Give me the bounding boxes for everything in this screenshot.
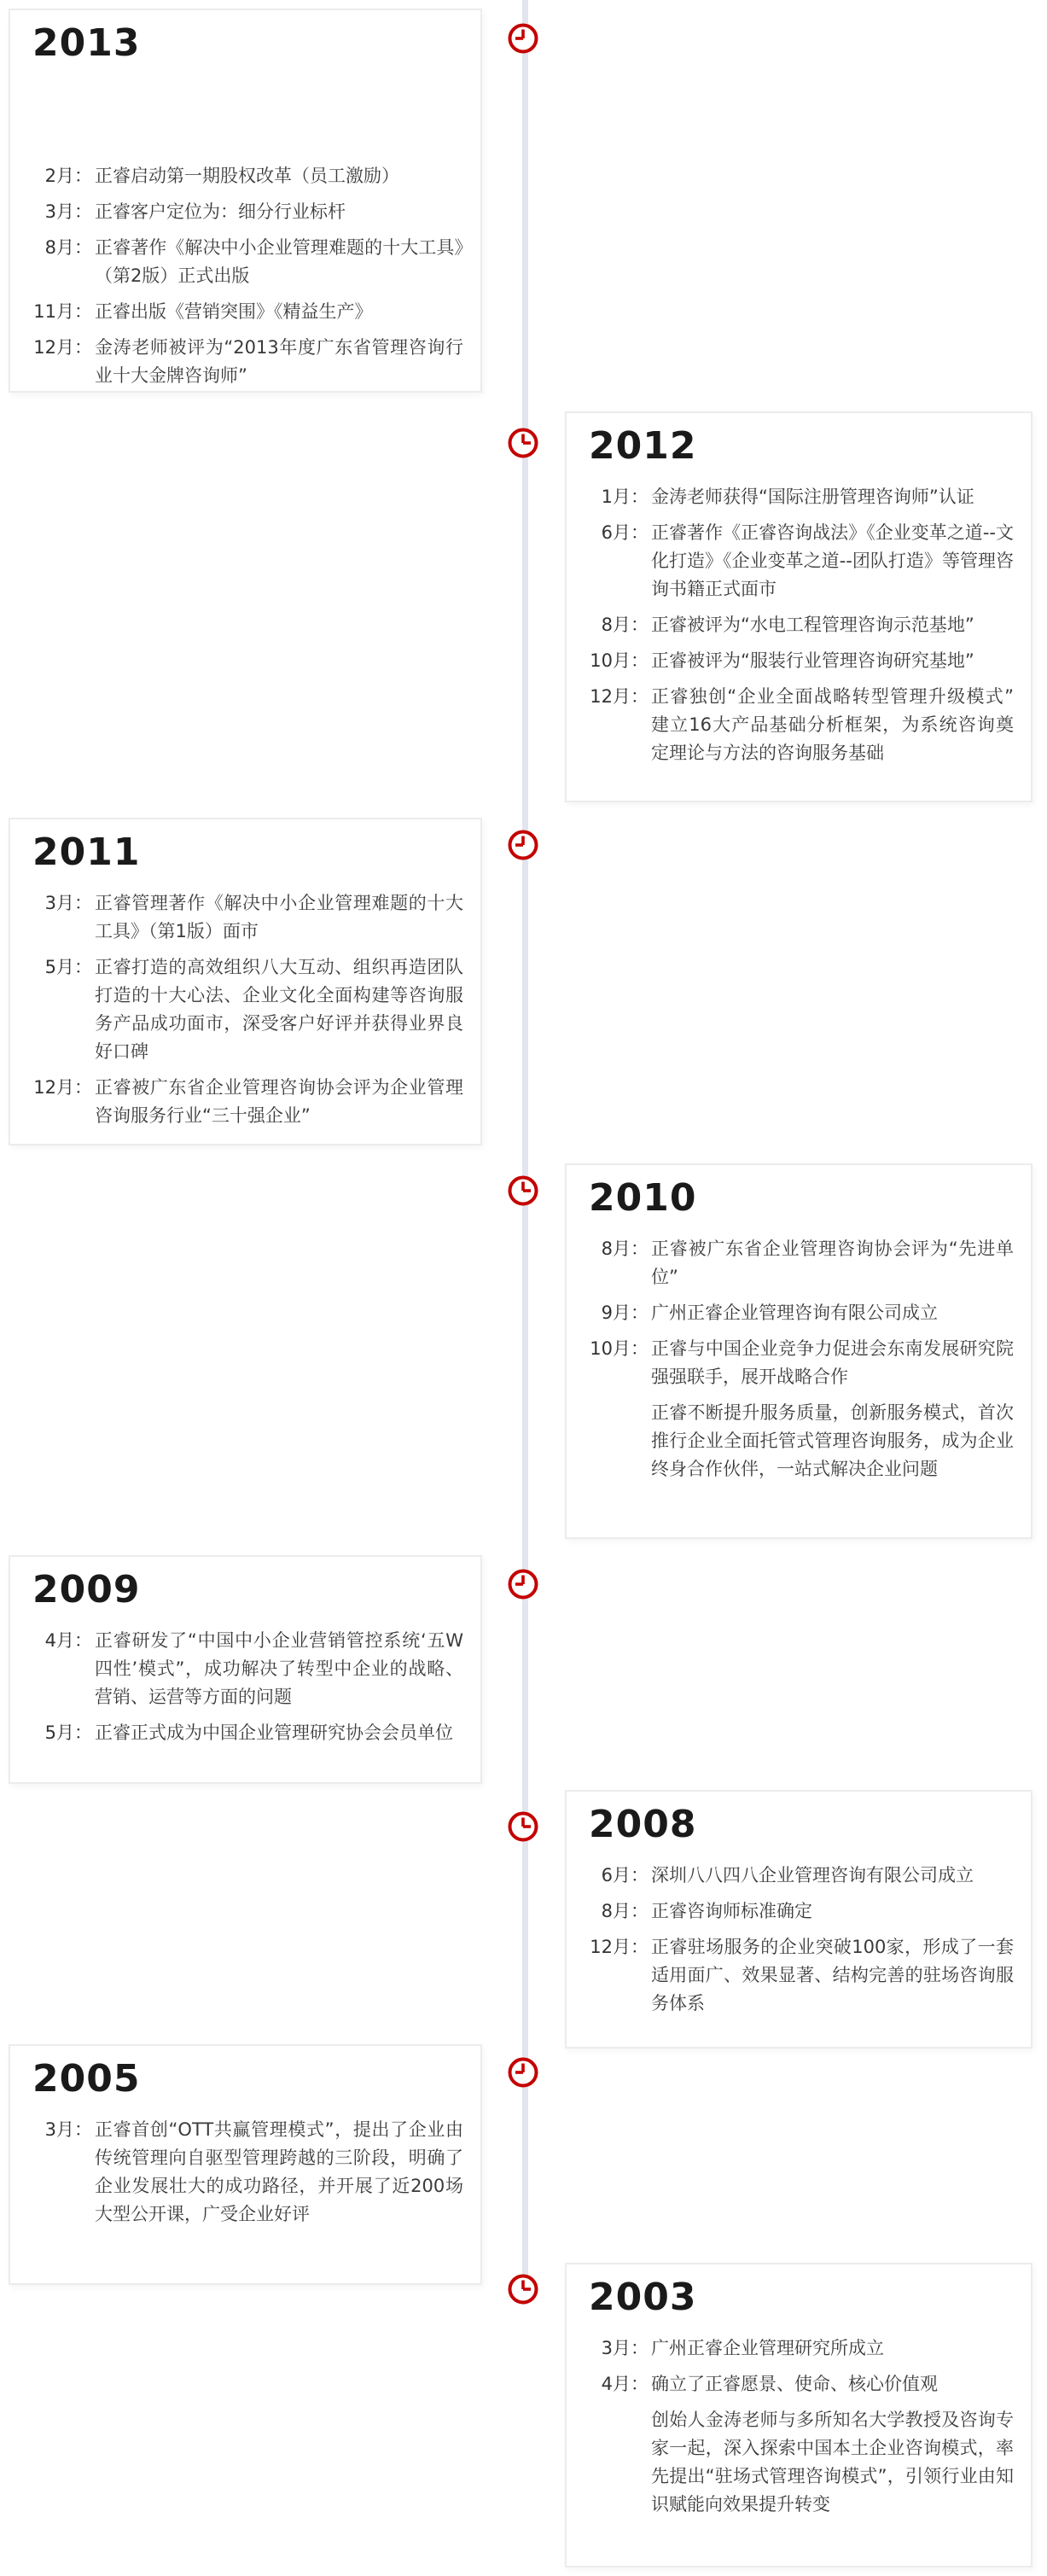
year-label: 2012 [589,424,697,468]
item-month: 8月： [601,614,649,635]
year-label: 2013 [32,21,141,65]
clock-icon-2010 [507,1174,539,1207]
timeline-item [27,2116,463,2229]
item-month: 5月： [44,956,92,977]
item-month: 12月： [590,685,649,707]
timeline-item [584,1235,1014,1291]
item-text: 正睿客户定位为：细分行业标杆 [95,201,346,222]
timeline-item [27,1719,463,1747]
timeline-item [27,889,463,946]
timeline-item [584,1933,1014,2018]
year-label: 2010 [589,1176,697,1220]
item-month: 3月： [601,2337,649,2358]
item-month: 4月： [44,1629,92,1651]
item-text: 正睿管理著作《解决中小企业管理难题的十大工具》（第1版）面市 [95,892,463,941]
item-text: 正睿正式成为中国企业管理研究协会会员单位 [95,1722,453,1743]
clock-icon-2011 [507,829,539,861]
item-month [584,1399,649,1483]
timeline-item [584,647,1014,675]
timeline-item [27,162,463,190]
year-items [567,472,1031,783]
item-text: 正睿咨询师标准确定 [651,1900,812,1921]
item-month: 8月： [601,1238,649,1259]
year-label: 2009 [32,1568,141,1611]
timeline-item [27,198,463,226]
year-items [567,1224,1031,1499]
timeline-item [584,2406,1014,2519]
clock-icon-2012 [507,427,539,459]
timeline-item [584,1862,1014,1890]
timeline-card-2008 [565,1790,1032,2049]
timeline-item [584,1399,1014,1483]
item-text: 正睿不断提升服务质量，创新服务模式，首次推行企业全面托管式管理咨询服务，成为企业终身合作伙伴，一站式解决企业问题 [651,1402,1014,1479]
item-text: 正睿独创“企业全面战略转型管理升级模式” 建立16大产品基础分析框架，为系统咨询奠定理论与方法的咨询服务基础 [651,685,1014,763]
timeline-item [584,611,1014,639]
item-text: 正睿打造的高效组织八大互动、组织再造团队打造的十大心法、企业文化全面构建等咨询服务产品成功面市，深受客户好评并获得业界良好口碑 [95,956,463,1062]
timeline-item [584,483,1014,511]
item-month: 12月： [33,1076,92,1098]
timeline-item [27,334,463,390]
item-month: 6月： [601,522,649,543]
clock-icon-2003 [507,2273,539,2305]
item-text: 广州正睿企业管理研究所成立 [651,2337,884,2358]
timeline-card-2011 [9,818,482,1145]
item-text: 创始人金涛老师与多所知名大学教授及咨询专家一起，深入探索中国本土企业咨询模式，率先提出“驻场式管理咨询模式”，引领行业由知识赋能向效果提升转变 [651,2409,1014,2515]
timeline-card-2010 [565,1163,1032,1539]
timeline-card-2013 [9,9,482,393]
item-text: 确立了正睿愿景、使命、核心价值观 [651,2373,938,2394]
timeline-item [27,1074,463,1130]
item-text: 正睿出版《营销突围》《精益生产》 [95,300,373,322]
year-label: 2005 [32,2057,141,2101]
timeline-item [584,2370,1014,2398]
item-month: 5月： [44,1722,92,1743]
timeline-item [584,2334,1014,2363]
year-label: 2003 [589,2276,697,2319]
item-text: 正睿被评为“服装行业管理咨询研究基地” [651,650,974,671]
item-text: 正睿首创“OTT共赢管理模式”，提出了企业由传统管理向自驱型管理跨越的三阶段，明确了企业发展壮大的成功路径，并开展了近200场大型公开课，广受企业好评 [95,2118,463,2224]
year-items [567,1850,1031,2033]
clock-icon-2008 [507,1810,539,1843]
item-month: 12月： [590,1936,649,1957]
item-text: 深圳八八四八企业管理咨询有限公司成立 [651,1864,974,1885]
timeline-item [584,1897,1014,1926]
item-month: 11月： [33,300,92,322]
item-text: 正睿与中国企业竞争力促进会东南发展研究院强强联手，展开战略合作 [651,1338,1014,1387]
item-month: 4月： [601,2373,649,2394]
timeline-item [584,683,1014,767]
item-month: 6月： [601,1864,649,1885]
item-month: 10月： [590,1338,649,1359]
timeline-item [584,519,1014,603]
timeline-card-2003 [565,2263,1032,2567]
year-items [10,1616,480,1763]
item-text: 正睿被广东省企业管理咨询协会评为“先进单位” [651,1238,1014,1287]
item-month: 12月： [33,336,92,358]
timeline-item [584,1299,1014,1327]
timeline-card-2005 [9,2044,482,2285]
item-month: 8月： [44,236,92,258]
clock-icon-2005 [507,2056,539,2089]
item-month: 8月： [601,1900,649,1921]
item-text: 正睿著作《正睿咨询战法》《企业变革之道--文化打造》《企业变革之道--团队打造》等管理咨询书籍正式面市 [651,522,1014,599]
year-items [10,2105,480,2244]
item-text: 正睿被评为“水电工程管理咨询示范基地” [651,614,974,635]
year-label: 2011 [32,830,141,874]
item-text: 金涛老师被评为“2013年度广东省管理咨询行业十大金牌咨询师” [95,336,463,386]
year-items [10,151,480,393]
timeline-card-2012 [565,411,1032,802]
timeline-axis [522,0,528,2305]
timeline-card-2009 [9,1555,482,1784]
year-label: 2008 [589,1803,697,1846]
clock-icon-2009 [507,1568,539,1600]
item-month: 1月： [601,486,649,507]
timeline-item [27,1627,463,1711]
item-month: 3月： [44,201,92,222]
year-items [567,2323,1031,2534]
item-text: 正睿被广东省企业管理咨询协会评为企业管理咨询服务行业“三十强企业” [95,1076,463,1126]
item-text: 金涛老师获得“国际注册管理咨询师”认证 [651,486,974,507]
item-month: 3月： [44,892,92,913]
item-month: 2月： [44,165,92,186]
item-text: 正睿著作《解决中小企业管理难题的十大工具》（第2版）正式出版 [95,236,463,286]
item-text: 正睿启动第一期股权改革（员工激励） [95,165,399,186]
year-items [10,878,480,1145]
item-month: 9月： [601,1302,649,1323]
timeline-item [27,234,463,290]
item-month: 10月： [590,650,649,671]
item-text: 正睿研发了“中国中小企业营销管控系统‘五W四性’模式”，成功解决了转型中企业的战略、营销、运营等方面的问题 [95,1629,463,1707]
item-month: 3月： [44,2118,92,2140]
timeline-item [27,298,463,326]
item-month [584,2406,649,2519]
clock-icon-2013 [507,22,539,55]
timeline-item [584,1335,1014,1391]
item-text: 正睿驻场服务的企业突破100家，形成了一套适用面广、效果显著、结构完善的驻场咨询服务体系 [651,1936,1014,2014]
timeline-item [27,953,463,1066]
item-text: 广州正睿企业管理咨询有限公司成立 [651,1302,938,1323]
